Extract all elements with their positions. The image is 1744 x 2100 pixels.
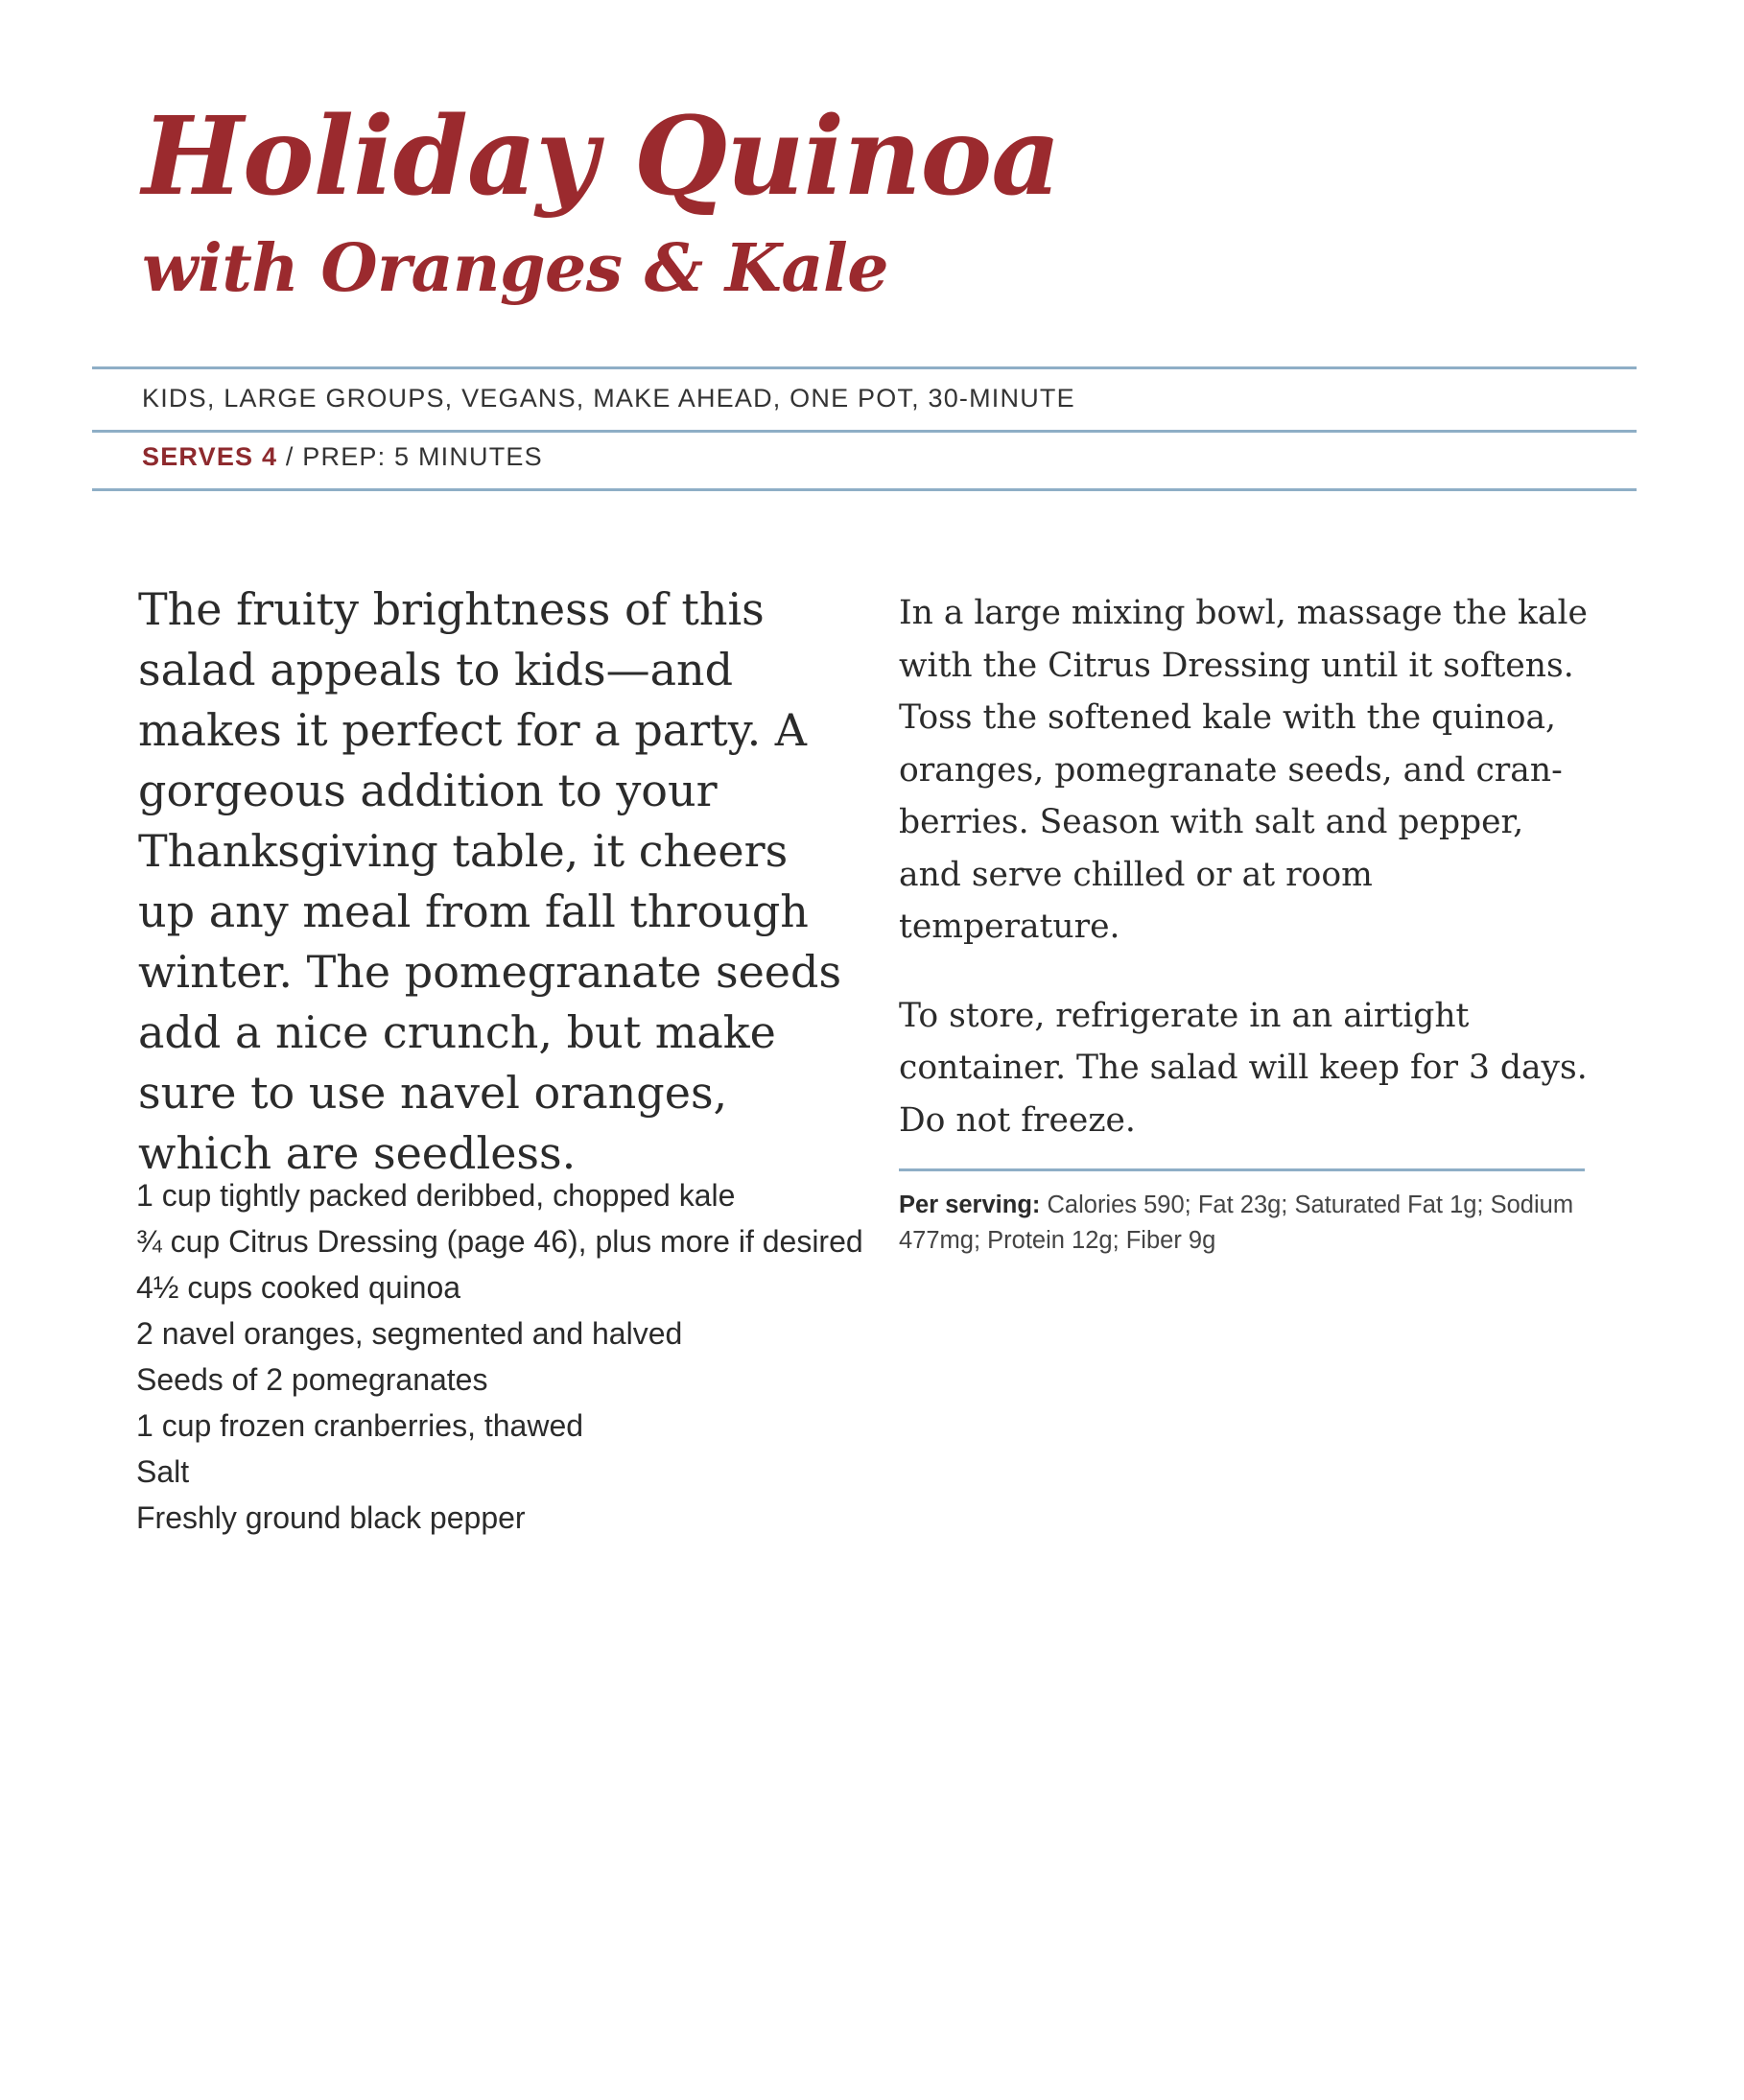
storage-note: To store, refrigerate in an airtight container. The salad will keep for 3 days. Do not freeze. [899,996,1588,1140]
recipe-title: Holiday Quinoa [142,94,1060,220]
ingredient-list [136,1178,865,1546]
divider-middle [92,430,1637,433]
recipe-subtitle: with Oranges & Kale [142,230,889,307]
ingredient-item: Salt [136,1454,190,1489]
ingredient-item: Seeds of 2 pomegranates [136,1362,488,1397]
ingredient-item: Freshly ground black pepper [136,1500,526,1535]
serves-count: SERVES 4 [142,442,278,471]
direction-step: In a large mixing bowl, massage the kale with the Citrus Dressing until it softens. Toss the softened kale with the quinoa, oranges, pomegranate seeds, and cranberries. Season with salt and pepper, and serve chilled or at room temperature. [899,594,1588,946]
nutrition-divider [899,1168,1585,1171]
nutrition-label: Per serving: [899,1192,1041,1218]
recipe-intro: The fruity brightness of this salad appeals to kids—and makes it perfect for a party. A gorgeous addition to your Thanksgiving table, it cheers up any meal from fall through winter. The pomegranate seeds add a nice crunch, but make sure to use navel oranges, which are seedless. [138,583,842,1179]
serves-separator: / [277,442,303,471]
ingredient-item: ¾ cup Citrus Dressing (page 46), plus more if desired [136,1224,863,1259]
divider-bottom [92,488,1637,491]
ingredient-item: 4½ cups cooked quinoa [136,1270,461,1305]
nutrition-info [899,1188,1590,1259]
recipe-directions [899,587,1590,1183]
nutrition-values: Calories 590; Fat 23g; Saturated Fat 1g; Sodium 477mg; Protein 12g; Fiber 9g [899,1192,1574,1254]
ingredient-item: 1 cup tightly packed deribbed, chopped kale [136,1178,736,1213]
ingredient-item: 1 cup frozen cranberries, thawed [136,1408,584,1443]
prep-time: PREP: 5 MINUTES [302,442,543,471]
recipe-tags: KIDS, LARGE GROUPS, VEGANS, MAKE AHEAD, ONE POT, 30-MINUTE [142,384,1075,413]
ingredient-item: 2 navel oranges, segmented and halved [136,1316,683,1351]
recipe-title-block [142,94,1197,307]
divider-top [92,366,1637,369]
serves-line [142,442,543,472]
